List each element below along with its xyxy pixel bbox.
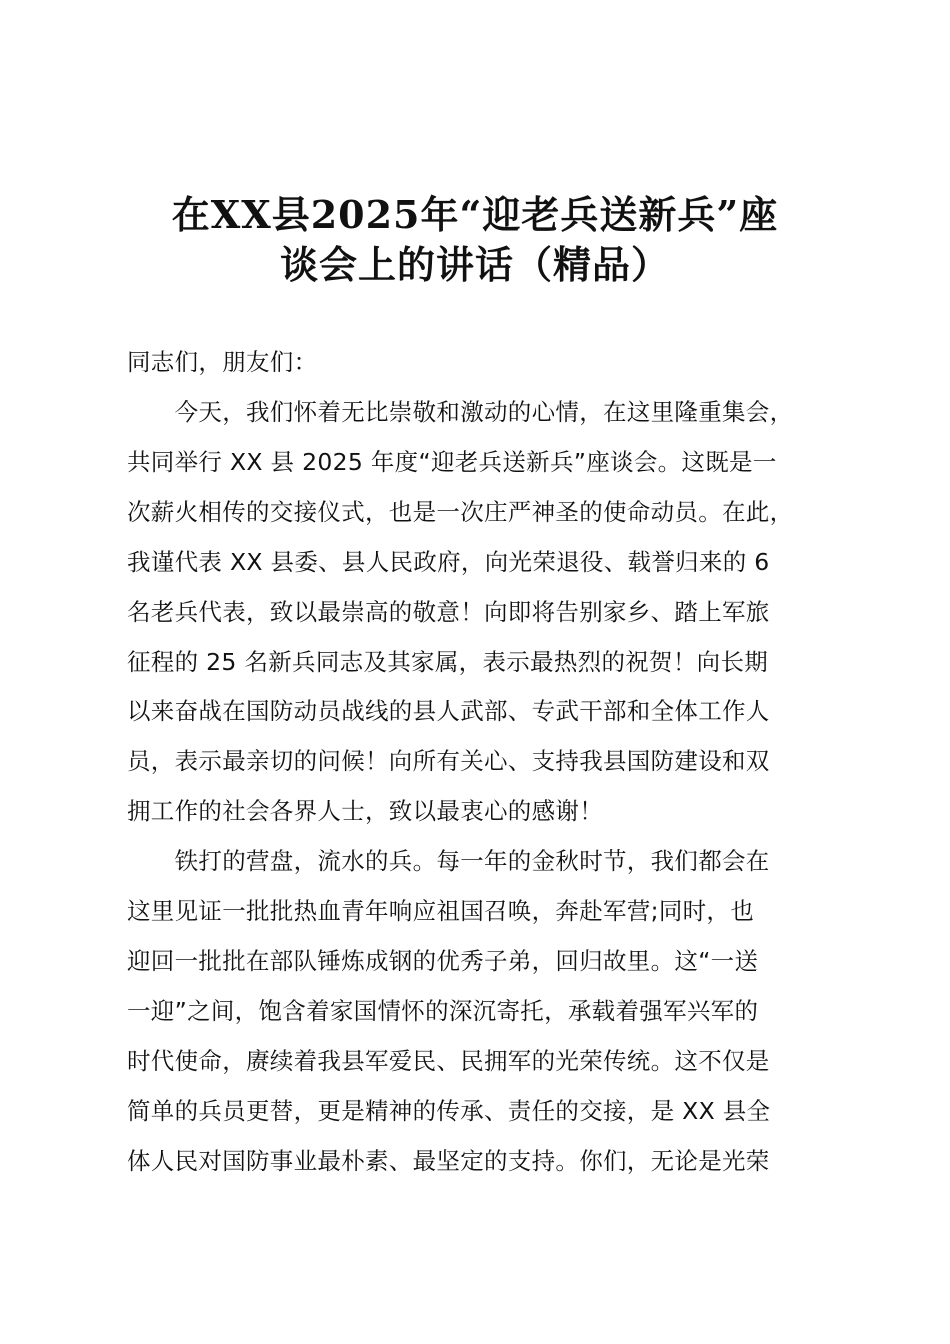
body-text-line: 以来奋战在国防动员战线的县人武部、专武干部和全体工作人: [127, 697, 770, 726]
body-text-line: 一迎”之间，饱含着家国情怀的深沉寄托，承载着强军兴军的: [127, 996, 759, 1025]
body-text-line: 名老兵代表，致以最崇高的敬意！向即将告别家乡、踏上军旅: [127, 597, 770, 626]
body-text-line: 铁打的营盘，流水的兵。每一年的金秋时节，我们都会在: [127, 847, 770, 876]
body-text-line: 迎回一批批在部队锤炼成钢的优秀子弟，回归故里。这“一送: [127, 946, 759, 975]
document-title-line-2: 谈会上的讲话（精品）: [279, 242, 670, 287]
document-title-line-1: 在XX县2025年“迎老兵送新兵”座: [171, 192, 779, 237]
body-text-line: 简单的兵员更替，更是精神的传承、责任的交接，是 XX 县全: [127, 1096, 771, 1125]
body-text-line: 时代使命，赓续着我县军爱民、民拥军的光荣传统。这不仅是: [127, 1046, 770, 1075]
salutation: 同志们，朋友们：: [127, 348, 318, 376]
body-text-line: 体人民对国防事业最朴素、最坚定的支持。你们，无论是光荣: [127, 1146, 770, 1175]
body-text-line: 共同举行 XX 县 2025 年度“迎老兵送新兵”座谈会。这既是一: [127, 447, 777, 476]
body-text-line: 拥工作的社会各界人士，致以最衷心的感谢！: [127, 797, 603, 826]
body-text-line: 我谨代表 XX 县委、县人民政府，向光荣退役、载誉归来的 6: [127, 547, 770, 576]
body-text-line: 员，表示最亲切的问候！向所有关心、支持我县国防建设和双: [127, 747, 770, 776]
body-text-line: 今天，我们怀着无比崇敬和激动的心情，在这里隆重集会，: [127, 398, 794, 426]
body-text-line: 次薪火相传的交接仪式，也是一次庄严神圣的使命动员。在此，: [127, 497, 794, 526]
body-text-line: 征程的 25 名新兵同志及其家属，表示最热烈的祝贺！向长期: [127, 647, 769, 676]
body-text-line: 这里见证一批批热血青年响应祖国召唤，奔赴军营;同时，也: [127, 897, 755, 925]
